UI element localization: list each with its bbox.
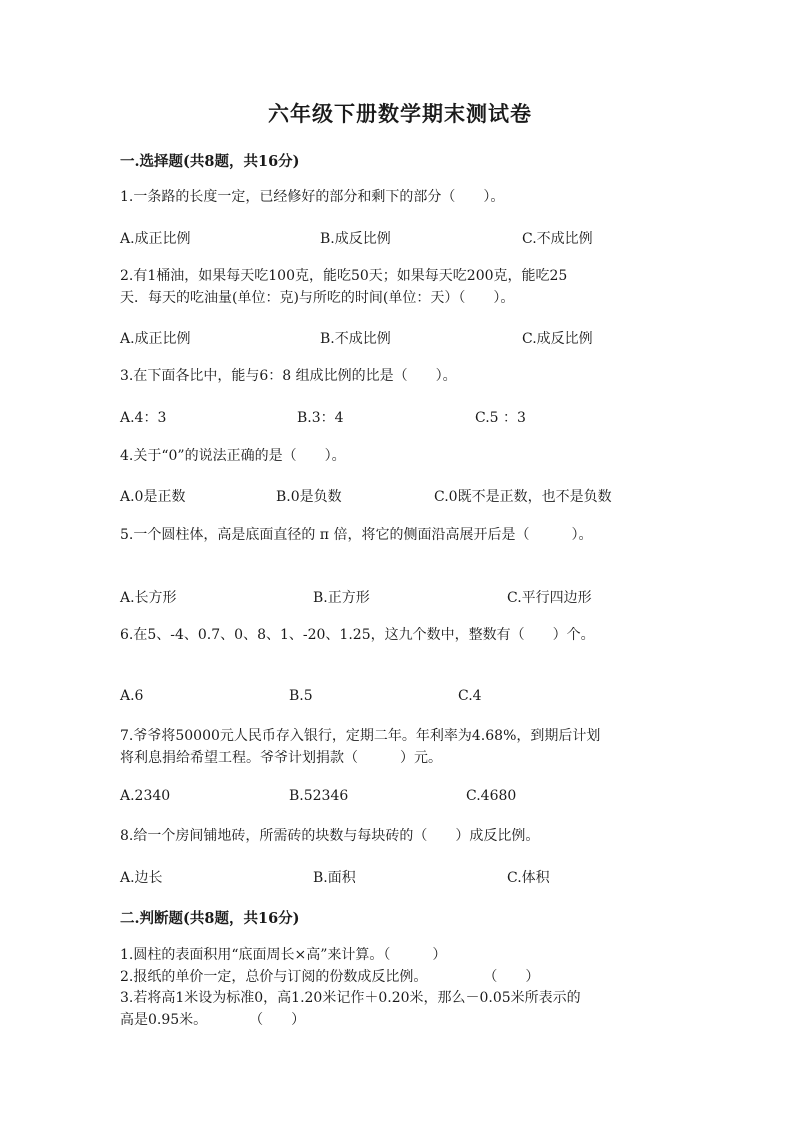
q6-option-c: C.4 [458, 688, 482, 704]
page-title: 六年级下册数学期末测试卷 [268, 101, 532, 126]
q5-option-b: B.正方形 [313, 590, 370, 606]
question-4: 4.关于“0”的说法正确的是（ ）。 [120, 448, 346, 464]
q3-option-c: C.5 ：3 [475, 410, 526, 426]
q2-option-b: B.不成比例 [320, 331, 391, 347]
q6-option-a: A.6 [120, 688, 144, 704]
judgement-item-3-line-2: 高是0.95米。 （ ） [120, 1012, 306, 1028]
q4-option-a: A.0是正数 [120, 489, 186, 505]
q8-option-c: C.体积 [507, 870, 550, 886]
question-6: 6.在5、-4、0.7、0、8、1、-20、1.25，这九个数中，整数有（ ）个。 [120, 627, 595, 643]
question-5: 5.一个圆柱体，高是底面直径的 π 倍，将它的侧面沿高展开后是（ ）。 [120, 527, 593, 543]
q6-option-b: B.5 [289, 688, 313, 704]
q5-option-a: A.长方形 [120, 590, 177, 606]
q1-option-a: A.成正比例 [120, 231, 191, 247]
q2-option-a: A.成正比例 [120, 331, 191, 347]
q1-option-b: B.成反比例 [320, 231, 391, 247]
question-8: 8.给一个房间铺地砖，所需砖的块数与每块砖的（ ）成反比例。 [120, 828, 540, 844]
question-2-line-1: 2.有1桶油，如果每天吃100克，能吃50天；如果每天吃200克，能吃25 [120, 268, 568, 284]
q3-option-b: B.3：4 [297, 410, 344, 426]
q7-option-b: B.52346 [289, 788, 349, 804]
judgement-item-1: 1.圆柱的表面积用“底面周长×高”来计算。（ ） [120, 947, 447, 963]
q1-option-c: C.不成比例 [522, 231, 593, 247]
q7-option-a: A.2340 [120, 788, 171, 804]
section-heading-choice: 一.选择题(共8题，共16分) [120, 153, 300, 170]
q8-option-a: A.边长 [120, 870, 163, 886]
q4-option-b: B.0是负数 [276, 489, 342, 505]
q3-option-a: A.4：3 [120, 410, 167, 426]
question-2-line-2: 天．每天的吃油量(单位：克)与所吃的时间(单位：天）（ ）。 [120, 290, 515, 306]
question-1: 1.一条路的长度一定，已经修好的部分和剩下的部分（ ）。 [120, 189, 505, 205]
q5-option-c: C.平行四边形 [507, 590, 592, 606]
q7-option-c: C.4680 [466, 788, 517, 804]
judgement-item-2: 2.报纸的单价一定，总价与订阅的份数成反比例。 （ ） [120, 969, 540, 985]
judgement-item-3-line-1: 3.若将高1米设为标准0，高1.20米记作＋0.20米，那么－0.05米所表示的 [120, 990, 581, 1006]
q8-option-b: B.面积 [313, 870, 356, 886]
q4-option-c: C.0既不是正数，也不是负数 [434, 489, 612, 505]
question-3: 3.在下面各比中，能与6：8 组成比例的比是（ ）。 [120, 368, 457, 384]
question-7-line-2: 将利息捐给希望工程。爷爷计划捐款（ ）元。 [120, 750, 442, 766]
q2-option-c: C.成反比例 [522, 331, 593, 347]
question-7-line-1: 7.爷爷将50000元人民币存入银行，定期二年。年利率为4.68%，到期后计划 [120, 728, 601, 744]
section-heading-judgement: 二.判断题(共8题，共16分) [120, 910, 300, 927]
